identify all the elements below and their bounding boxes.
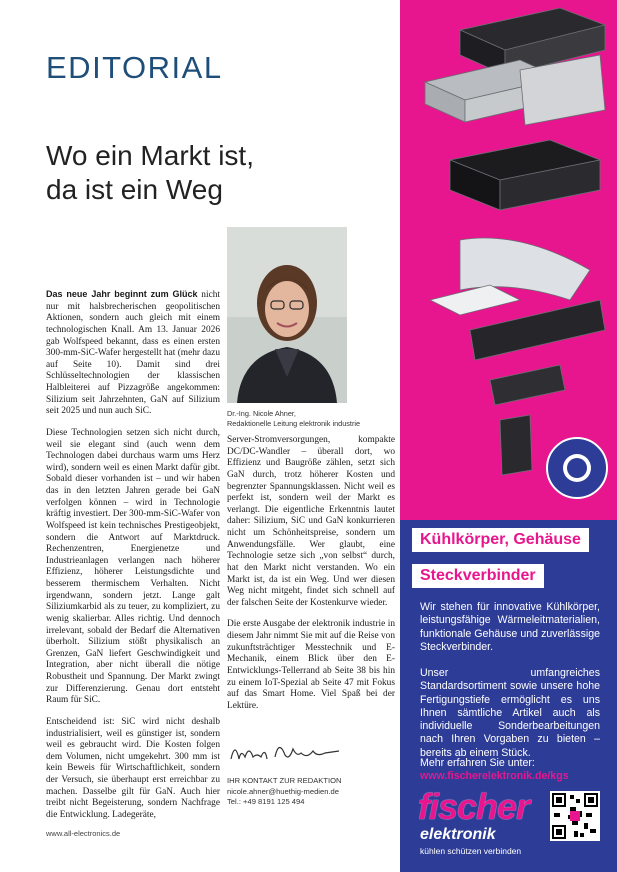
paragraph-4: Server-Stromversorgungen, kompakte DC/DC-Wandler – überall dort, wo Effizienz und Baugröße zählen, setzt sich GaN durch, trotz höherer Kosten und begrenzter Spannungsklassen. Nicht weil es perfekt ist, sondern weil der Markt es verlangt. Die eigentliche Erkenntnis lautet daher: Silizium, SiC und GaN konkurrieren nicht um Schönheitspreise, sondern um Anwendungsfälle. Wer glaubt, eine Technologie setze sich „von selbst“ durch, hat den Markt nicht verstanden. Wo ein Markt ist, da ist ein Weg. Und wer diesen Weg nicht mitgeht, findet sich schnell auf der falschen Seite der Kostenkurve wieder. bbox=[227, 435, 395, 608]
paragraph-3: Entscheidend ist: SiC wird nicht deshalb industrialisiert, weil es günstiger ist, sondern weil es gebraucht wird. Die Kosten folgen dem Volumen, nicht umgekehrt. 300 mm ist kein Beweis für Wirtschaftlichkeit, sondern der Versuch, sie überhaupt erst erreichbar zu machen. Dasselbe gilt für GaN. Auch hier treibt nicht Begeisterung, sondern Nachfrage die Entwicklung. Ladegeräte, bbox=[46, 716, 220, 820]
photo-caption bbox=[227, 409, 397, 429]
ad-banner-heat-sinks: Kühlkörper, Gehäuse bbox=[412, 528, 589, 552]
ad-text-1: Wir stehen für innovative Kühlkörper, leistungsfähige Wärmeleitmaterialien, funktionale Gehäuse und zuverlässige Steckverbinder. bbox=[420, 601, 600, 653]
contact-heading: IHR KONTAKT ZUR REDAKTION bbox=[227, 776, 342, 785]
caption-name: Dr.-Ing. Nicole Ahner, bbox=[227, 409, 296, 418]
paragraph-5: Die erste Ausgabe der elektronik industrie in diesem Jahr nimmt Sie mit auf die Reise von zukunftsträchtiger Messtechnik und E-Mechanik, einem Blick über den E-Entwicklungs-Tellerrand ab Seite 38 bis hin zu einem IoT-Spezial ab Seite 47 mit Fokus auf das Smart Home. Viel Spaß bei der Lektüre. bbox=[227, 619, 395, 711]
paragraph-1-text: nicht nur mit halsbrecherischen geopolitischen Aktionen, sondern auch gleich mit einem technologischen Knall. Am 13. Januar 2026 gab Wolfspeed bekannt, dass es einen ersten 300-mm-SiC-Wafer hergestellt hat (mehr dazu auf Seite 10). Damit sind drei Schlüsseltechnologien der klassischen Halbleiterei auf Pizzagröße angekommen: Silizium seit Jahrzehnten, GaN auf Silizium seit 2025 und nun auch SiC. bbox=[46, 290, 220, 417]
headline bbox=[46, 139, 366, 207]
ad-logo-fischer: fischer bbox=[418, 786, 530, 827]
caption-role: Redaktionelle Leitung elektronik industrie bbox=[227, 419, 361, 428]
headline-line-2: da ist ein Weg bbox=[46, 174, 223, 205]
world-market-leader-badge bbox=[545, 436, 609, 500]
article-column-1 bbox=[46, 289, 220, 832]
ad-url-link[interactable]: www.fischerelektronik.de/kgs bbox=[420, 770, 569, 782]
contact-email[interactable]: nicole.ahner@huethig-medien.de bbox=[227, 786, 339, 796]
ad-tagline: kühlen schützen verbinden bbox=[420, 846, 522, 856]
ad-more-info: Mehr erfahren Sie unter: bbox=[420, 757, 535, 769]
ad-logo-elektronik: elektronik bbox=[420, 826, 496, 843]
author-photo bbox=[227, 227, 347, 403]
article-column-2 bbox=[227, 435, 395, 722]
paragraph-2: Diese Technologien setzen sich nicht durch, weil sie elegant sind (auch wenn dem Technologen dabei durchaus warm ums Herz wird), sondern weil es einen Markt dafür gibt. Sobald dieser vorhanden ist – und wir haben das in den letzten Jahren gerade bei GaN verfolgen können – wird in Technologie kräftig investiert. Der 300-mm-SiC-Wafer von Wolfspeed ist kein technisches Prestigeobjekt, sondern die Antwort auf Marktdruck. Rechenzentren, Energienetze und Industrieanlagen verlangen nach höherer Effizienz, höherer Leistungsdichte und besserem thermischem Verhalten. Nicht irgendwann, sondern jetzt. Lange galt Siliziumkarbid als zu teuer, zu kompliziert, zu wenig skalierbar. Alles richtig. Und dennoch irrelevant, sobald der Bedarf die Alternativen überholt. Silizium stößt physikalisch an Grenzen, GaN liefert Geschwindigkeit und Integration, aber nicht überall die nötige Robustheit und Spannung. Der Markt zwingt zur Differenzierung. Genau dort entsteht Raum für SiC. bbox=[46, 427, 220, 706]
qr-code[interactable] bbox=[550, 791, 600, 841]
contact-phone: Tel.: +49 8191 125 494 bbox=[227, 797, 305, 806]
section-title: EDITORIAL bbox=[46, 50, 223, 85]
signature bbox=[227, 735, 347, 769]
headline-line-1: Wo ein Markt ist, bbox=[46, 140, 254, 171]
portrait-illustration bbox=[227, 227, 347, 403]
advertisement[interactable] bbox=[400, 0, 617, 872]
footer-url[interactable]: www.all-electronics.de bbox=[46, 829, 121, 838]
lead-in: Das neue Jahr beginnt zum Glück bbox=[46, 289, 198, 299]
ad-text-2: Unser umfangreiches Standardsortiment sowie unsere hohe Fertigungstiefe ermöglicht es uns Ihnen sämtliche Artikel auch als individuelle Sonderbearbeitungen nach Ihren Vorgaben zu bieten – bereits ab einem Stück. bbox=[420, 667, 600, 759]
contact-box bbox=[227, 776, 397, 808]
paragraph-1 bbox=[46, 289, 220, 418]
ad-banner-connectors: Steckverbinder bbox=[412, 564, 544, 588]
